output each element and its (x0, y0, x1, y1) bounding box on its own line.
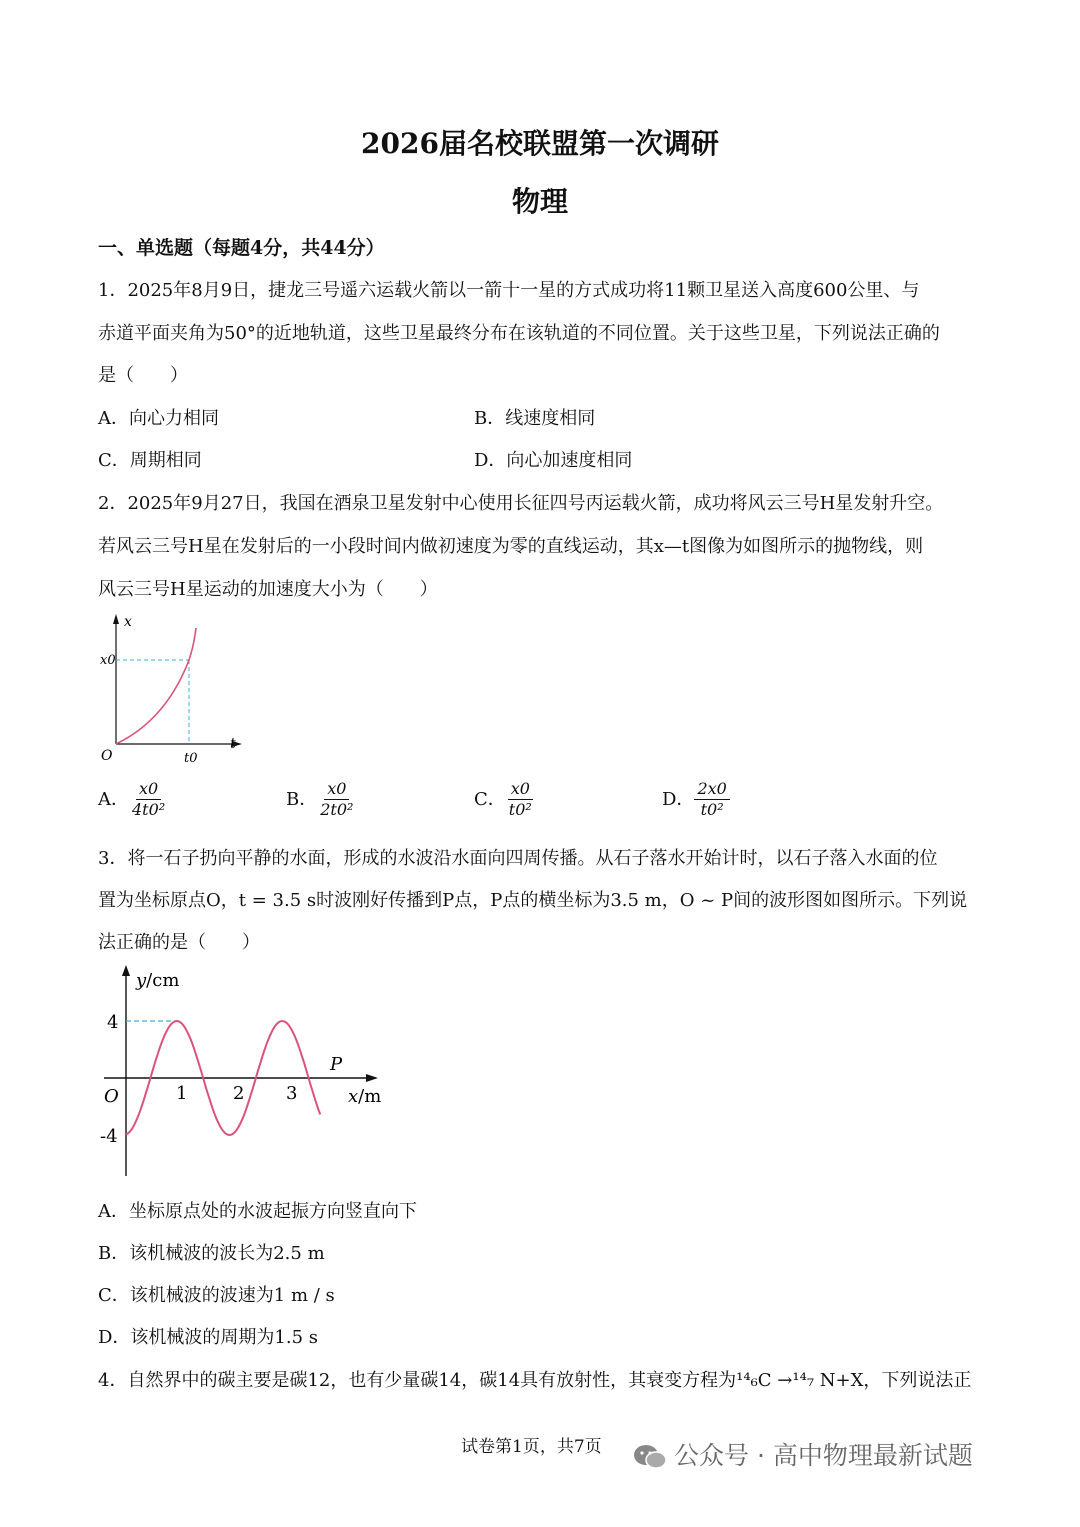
q2-line: 若风云三号H星在发射后的一小段时间内做初速度为零的直线运动，其x—t图像为如图所示的抛物线，则 (98, 536, 924, 557)
x-tick-3: 3 (286, 1083, 298, 1104)
q1-line: 1．2025年8月9日，捷龙三号遥六运载火箭以一箭十一星的方式成功将11颗卫星送入高度600公里、与 (98, 280, 920, 301)
t0-label: t0 (184, 751, 198, 766)
q3-option-a: A．坐标原点处的水波起振方向竖直向下 (98, 1201, 417, 1222)
y-tick-neg4: -4 (100, 1126, 118, 1147)
x-tick-2: 2 (233, 1083, 245, 1104)
y-axis-arrow (122, 965, 130, 976)
section-heading: 一、单选题（每题4分，共44分） (98, 237, 385, 259)
page-footer: 试卷第1页，共7页 (461, 1437, 602, 1457)
origin-label: O (104, 1086, 119, 1107)
x-axis-arrow (113, 614, 119, 624)
q3-line: 置为坐标原点O，t = 3.5 s时波刚好传播到P点，P点的横坐标为3.5 m，O ~ P间的波形图如图所示。下列说 (98, 890, 968, 911)
q3-option-c: C．该机械波的波速为1 m / s (98, 1285, 335, 1306)
q1-option-a: A．向心力相同 (98, 408, 219, 429)
x-axis-label: x/m (348, 1086, 382, 1107)
origin-label: O (101, 748, 113, 764)
watermark-text: 公众号 · 高中物理最新试题 (674, 1441, 973, 1470)
x-tick-1: 1 (176, 1083, 188, 1104)
q2-option-a: A． $\frac{x0}{\text{4t0²}}$ (98, 779, 166, 820)
q1-option-b: B．线速度相同 (474, 408, 596, 429)
q4-line: 4．自然界中的碳主要是碳12，也有少量碳14，碳14具有放射性，其衰变方程为¹⁴₆C →¹⁴₇ N+X，下列说法正 (98, 1370, 972, 1391)
t-axis-label: t (230, 736, 236, 752)
q3-option-d: D．该机械波的周期为1.5 s (98, 1327, 319, 1348)
q1-option-c: C．周期相同 (98, 450, 202, 471)
wechat-icon (632, 1443, 668, 1471)
subject-title: 物理 (511, 185, 568, 218)
q2-option-b: B． $\frac{x0}{\text{2t0²}}$ (286, 779, 354, 820)
q3-option-b: B．该机械波的波长为2.5 m (98, 1243, 325, 1264)
q3-line: 法正确的是（ ） (98, 932, 260, 953)
q1-line: 是（ ） (98, 365, 188, 386)
q3-line: 3．将一石子扔向平静的水面，形成的水波沿水面向四周传播。从石子落水开始计时，以石子落入水面的位 (98, 848, 938, 869)
q1-line: 赤道平面夹角为50°的近地轨道，这些卫星最终分布在该轨道的不同位置。关于这些卫星，下列说法正确的 (98, 323, 940, 344)
q2-line: 2．2025年9月27日，我国在酒泉卫星发射中心使用长征四号丙运载火箭，成功将风云三号H星发射升空。 (98, 493, 944, 514)
exam-title: 2026届名校联盟第一次调研 (361, 127, 719, 160)
q2-option-d: D． $\frac{2x0}{\text{t0²}}$ (662, 780, 730, 820)
q1-option-d: D．向心加速度相同 (474, 450, 633, 471)
y-tick-4: 4 (107, 1012, 119, 1033)
q2-option-c: C． $\frac{x0}{\text{t0²}}$ (474, 779, 532, 820)
point-p-label: P (330, 1054, 343, 1075)
q2-line: 风云三号H星运动的加速度大小为（ ） (98, 579, 438, 600)
q2-xt-graph (96, 610, 256, 770)
x0-label: x0 (100, 653, 116, 668)
watermark (632, 1436, 973, 1472)
y-axis-label: y/cm (136, 970, 180, 991)
x-axis-arrow (366, 1074, 378, 1082)
q3-wave-graph (94, 962, 394, 1184)
x-axis-label: x (124, 614, 132, 630)
parabola-curve (116, 628, 196, 744)
